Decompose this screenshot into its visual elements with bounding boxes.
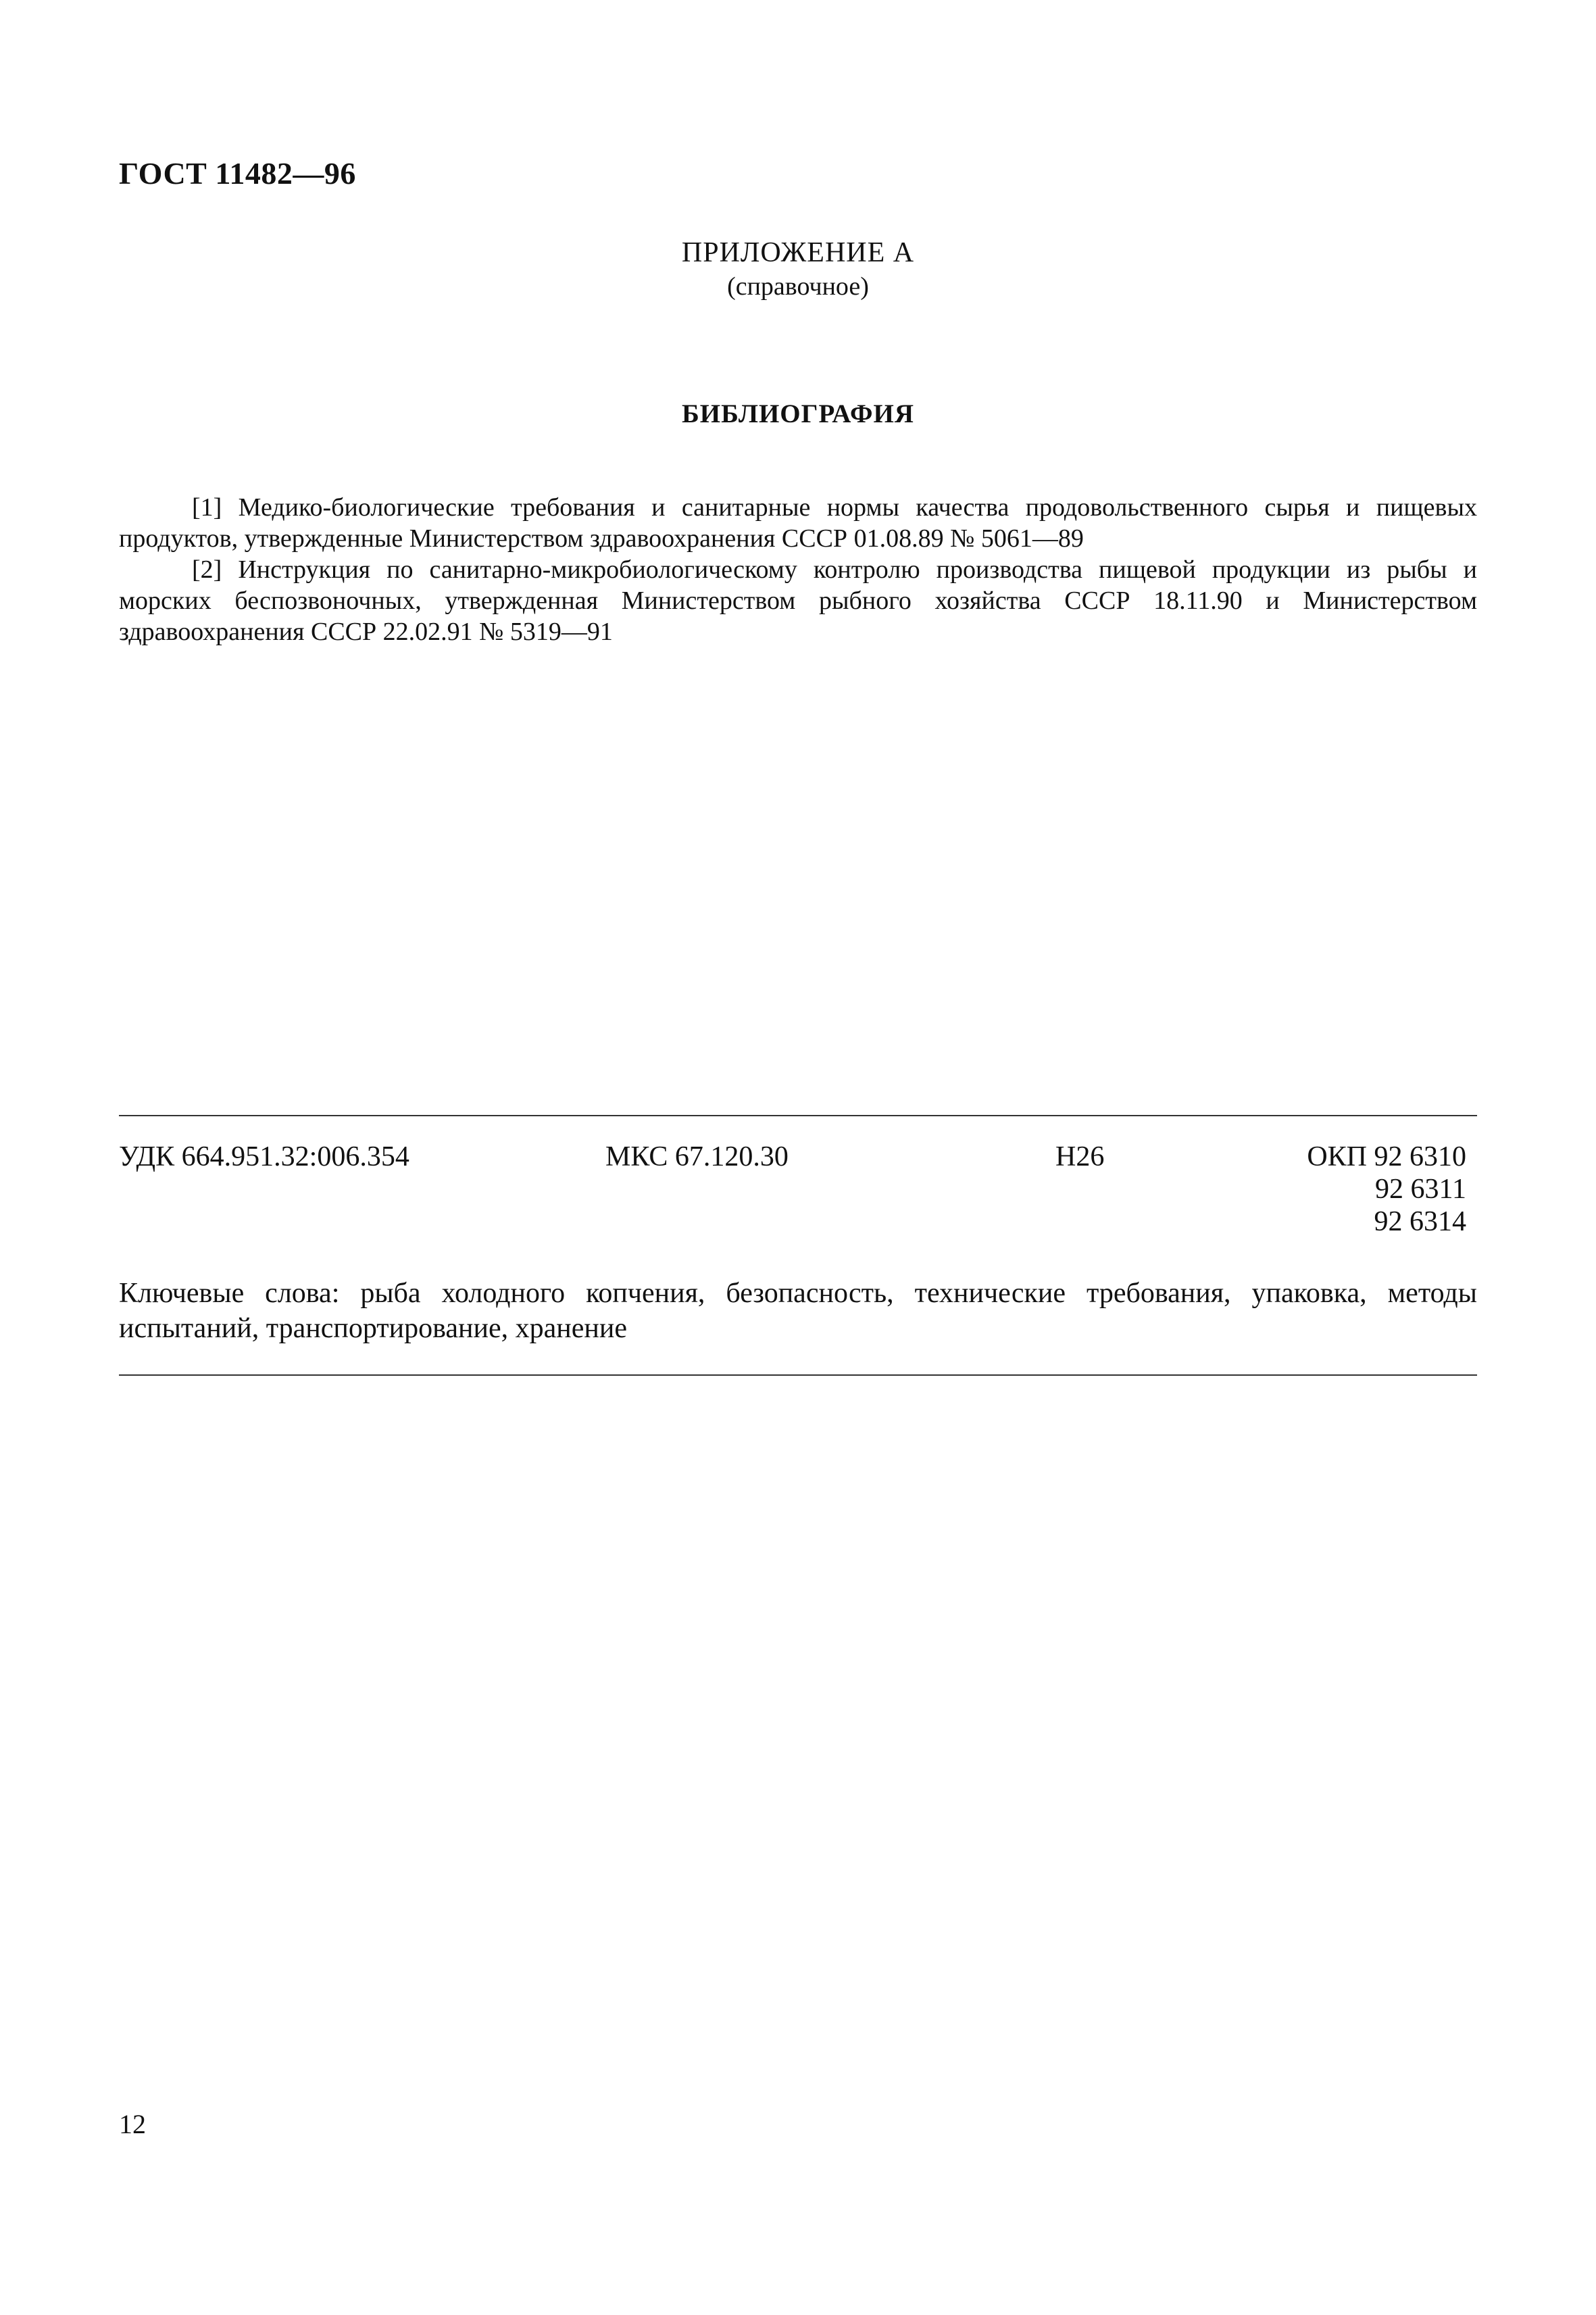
bibliography-list [119,492,1477,647]
group-code: Н26 [1055,1141,1105,1172]
bibliography-heading: БИБЛИОГРАФИЯ [681,399,914,428]
divider-bottom [119,1374,1477,1376]
mks-code: МКС 67.120.30 [605,1141,789,1172]
appendix-title: ПРИЛОЖЕНИЕ А [681,237,915,268]
divider-top [119,1115,1477,1116]
okp-line: ОКП 92 6310 [1307,1141,1466,1172]
document-code: ГОСТ 11482—96 [119,156,356,191]
keywords: Ключевые слова: рыба холодного копчения, безопасность, технические требования, упаковка, методы испытаний, транспортирование, хранение [119,1278,1477,1344]
bibliography-entry: [2] Инструкция по санитарно-микробиологическому контролю производства пищевой продукции из рыбы и морских беспозвоночных, утвержденная Министерством рыбного хозяйства СССР 18.11.90 и Министерством здравоохранения СССР 22.02.91 № 5319—91 [119,555,1477,646]
appendix-subtitle: (справочное) [727,272,869,301]
udk-code: УДК 664.951.32:006.354 [119,1141,409,1172]
okp-line: 92 6314 [1374,1206,1466,1237]
okp-line: 92 6311 [1375,1174,1466,1205]
page-number: 12 [119,2109,146,2139]
bibliography-entry: [1] Медико-биологические требования и санитарные нормы качества продовольственного сырья и пищевых продуктов, утвержденные Министерством здравоохранения СССР 01.08.89 № 5061—89 [119,493,1477,553]
okp-codes [1277,1141,1466,1238]
